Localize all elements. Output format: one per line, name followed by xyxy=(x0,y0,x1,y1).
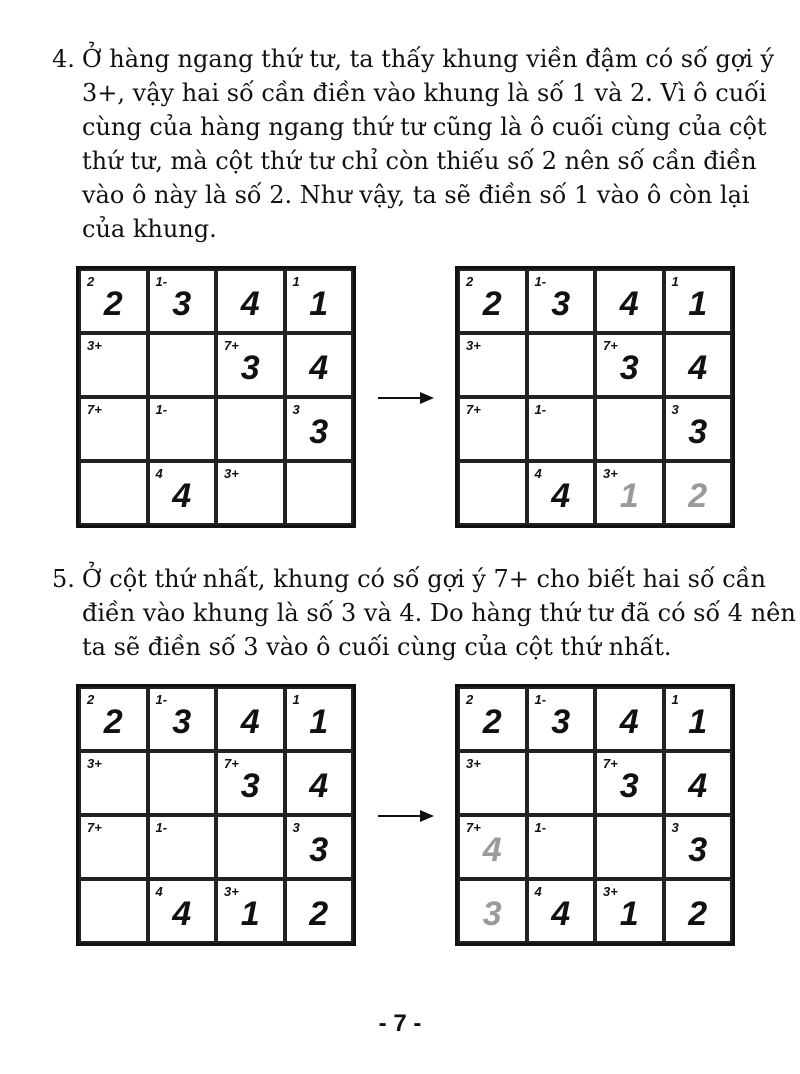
cell-value: 3 xyxy=(551,703,571,741)
cell-value: 2 xyxy=(103,703,123,741)
cage-clue: 4 xyxy=(534,884,542,899)
grid-cell xyxy=(595,397,664,461)
cell-value: 3 xyxy=(688,831,708,869)
grid-cell xyxy=(79,461,148,525)
grid-cell xyxy=(285,751,354,815)
cell-value: 4 xyxy=(551,477,571,515)
grid-cell xyxy=(285,879,354,943)
grid-cell xyxy=(148,269,217,333)
grid-cell xyxy=(216,333,285,397)
grid-cell xyxy=(216,815,285,879)
cell-value: 1 xyxy=(240,895,260,933)
step-4-line: thứ tư, mà cột thứ tư chỉ còn thiếu số 2 nên số cần điền xyxy=(82,147,757,175)
grid-cell xyxy=(79,397,148,461)
cell-value: 2 xyxy=(482,703,502,741)
cell-value: 3 xyxy=(619,349,639,387)
cage-clue: 1 xyxy=(671,274,679,289)
step-4-number: 4. xyxy=(52,45,75,73)
cage-clue: 3 xyxy=(292,820,300,835)
cage-clue: 2 xyxy=(466,692,474,707)
grid-cell xyxy=(595,461,664,525)
grid-cell xyxy=(216,687,285,751)
cage-clue: 3+ xyxy=(603,466,618,481)
grid-cell xyxy=(595,687,664,751)
cage-clue: 1 xyxy=(292,274,300,289)
cage-clue: 3+ xyxy=(87,756,102,771)
new-cell-value: 4 xyxy=(482,831,502,869)
cage-clue: 1- xyxy=(155,402,168,417)
cage-clue: 4 xyxy=(155,884,163,899)
step-5-line: điền vào khung là số 3 và 4. Do hàng thứ tư đã có số 4 nên xyxy=(82,599,796,627)
grid-cell xyxy=(216,269,285,333)
cell-value: 3 xyxy=(240,767,260,805)
grid-cell xyxy=(664,751,733,815)
grid-cell xyxy=(527,461,596,525)
grid-cell xyxy=(595,269,664,333)
grid-cell xyxy=(216,879,285,943)
cage-clue: 4 xyxy=(155,466,163,481)
cage-clue: 1- xyxy=(534,402,547,417)
cell-value: 4 xyxy=(619,285,639,323)
grid-cell xyxy=(79,879,148,943)
step-5-number: 5. xyxy=(52,565,75,593)
grid-cell xyxy=(595,333,664,397)
grid-cell xyxy=(148,687,217,751)
grid-cell xyxy=(148,815,217,879)
kenken-grid-step4-before xyxy=(76,266,356,528)
cell-value: 3 xyxy=(688,413,708,451)
grid-cell xyxy=(148,461,217,525)
grid-cell xyxy=(285,461,354,525)
grid-cell xyxy=(285,397,354,461)
kenken-grid-step5-before xyxy=(76,684,356,946)
cell-value: 2 xyxy=(309,895,329,933)
grid-cell xyxy=(595,879,664,943)
cell-value: 3 xyxy=(551,285,571,323)
grid-cell xyxy=(595,815,664,879)
new-cell-value: 3 xyxy=(482,895,502,933)
grid-cell xyxy=(527,815,596,879)
kenken-grid-step4-after xyxy=(455,266,735,528)
cage-clue: 1- xyxy=(534,274,547,289)
cell-value: 3 xyxy=(309,831,329,869)
cage-clue: 7+ xyxy=(224,338,239,353)
new-cell-value: 2 xyxy=(688,477,708,515)
cell-value: 4 xyxy=(619,703,639,741)
grid-cell xyxy=(148,751,217,815)
grid-cell xyxy=(285,687,354,751)
cell-value: 4 xyxy=(688,767,708,805)
grid-cell xyxy=(458,751,527,815)
cage-clue: 7+ xyxy=(466,820,481,835)
grid-cell xyxy=(148,333,217,397)
grid-cell xyxy=(664,815,733,879)
cage-clue: 2 xyxy=(87,692,95,707)
cell-value: 3 xyxy=(172,285,192,323)
step-4-line: Ở hàng ngang thứ tư, ta thấy khung viền đậm có số gợi ý xyxy=(82,45,775,73)
grid-cell xyxy=(664,269,733,333)
grid-cell xyxy=(285,815,354,879)
grid-cell xyxy=(664,879,733,943)
grid-cell xyxy=(148,879,217,943)
cage-clue: 3+ xyxy=(466,756,481,771)
cage-clue: 1- xyxy=(534,692,547,707)
cage-clue: 7+ xyxy=(87,402,102,417)
grid-cell xyxy=(458,815,527,879)
right-arrow-icon xyxy=(378,391,434,405)
cage-clue: 3+ xyxy=(224,466,239,481)
grid-cell xyxy=(458,269,527,333)
cage-clue: 1- xyxy=(155,692,168,707)
cell-value: 3 xyxy=(309,413,329,451)
cell-value: 2 xyxy=(688,895,708,933)
cell-value: 1 xyxy=(309,703,329,741)
cage-clue: 1- xyxy=(534,820,547,835)
grid-cell xyxy=(458,687,527,751)
step-4-line: vào ô này là số 2. Như vậy, ta sẽ điền số 1 vào ô còn lại xyxy=(82,181,750,209)
cage-clue: 3 xyxy=(671,820,679,835)
grid-cell xyxy=(79,333,148,397)
step-4-line: của khung. xyxy=(82,215,217,243)
cage-clue: 1 xyxy=(671,692,679,707)
step-4-line: cùng của hàng ngang thứ tư cũng là ô cuối cùng của cột xyxy=(82,113,767,141)
cage-clue: 1 xyxy=(292,692,300,707)
grid-cell xyxy=(458,397,527,461)
page-number: - 7 - xyxy=(378,1010,422,1037)
grid-cell xyxy=(79,815,148,879)
cage-clue: 3+ xyxy=(466,338,481,353)
cage-clue: 3+ xyxy=(224,884,239,899)
cage-clue: 1- xyxy=(155,820,168,835)
cell-value: 4 xyxy=(172,477,192,515)
grid-cell xyxy=(527,751,596,815)
grid-cell xyxy=(216,461,285,525)
cell-value: 2 xyxy=(103,285,123,323)
kenken-grid-step5-after xyxy=(455,684,735,946)
step-4-line: 3+, vậy hai số cần điền vào khung là số 1 và 2. Vì ô cuối xyxy=(82,79,767,107)
cell-value: 4 xyxy=(240,703,260,741)
grid-cell xyxy=(527,397,596,461)
cell-value: 3 xyxy=(172,703,192,741)
grid-cell xyxy=(79,687,148,751)
grid-cell xyxy=(527,879,596,943)
new-cell-value: 1 xyxy=(619,477,639,515)
cell-value: 4 xyxy=(688,349,708,387)
cage-clue: 3+ xyxy=(603,884,618,899)
cage-clue: 4 xyxy=(534,466,542,481)
grid-cell xyxy=(527,269,596,333)
cage-clue: 2 xyxy=(466,274,474,289)
cage-clue: 1- xyxy=(155,274,168,289)
grid-cell xyxy=(285,269,354,333)
cell-value: 4 xyxy=(240,285,260,323)
cage-clue: 3 xyxy=(671,402,679,417)
grid-cell xyxy=(527,687,596,751)
right-arrow-icon xyxy=(378,809,434,823)
grid-cell xyxy=(527,333,596,397)
grid-cell xyxy=(458,461,527,525)
cage-clue: 7+ xyxy=(87,820,102,835)
cell-value: 1 xyxy=(309,285,329,323)
cell-value: 1 xyxy=(688,285,708,323)
grid-cell xyxy=(664,333,733,397)
grid-cell xyxy=(216,751,285,815)
grid-cell xyxy=(458,879,527,943)
cell-value: 3 xyxy=(240,349,260,387)
cage-clue: 3 xyxy=(292,402,300,417)
cage-clue: 7+ xyxy=(603,338,618,353)
grid-cell xyxy=(595,751,664,815)
step-5-line: Ở cột thứ nhất, khung có số gợi ý 7+ cho biết hai số cần xyxy=(82,565,766,593)
cell-value: 4 xyxy=(309,349,329,387)
cell-value: 1 xyxy=(688,703,708,741)
grid-cell xyxy=(216,397,285,461)
grid-cell xyxy=(664,687,733,751)
cage-clue: 7+ xyxy=(603,756,618,771)
grid-cell xyxy=(285,333,354,397)
grid-cell xyxy=(148,397,217,461)
step-5-paragraph xyxy=(52,562,796,664)
grid-cell xyxy=(664,397,733,461)
cage-clue: 7+ xyxy=(224,756,239,771)
cell-value: 4 xyxy=(551,895,571,933)
cell-value: 4 xyxy=(309,767,329,805)
cell-value: 2 xyxy=(482,285,502,323)
cage-clue: 7+ xyxy=(466,402,481,417)
cell-value: 3 xyxy=(619,767,639,805)
cage-clue: 3+ xyxy=(87,338,102,353)
cage-clue: 2 xyxy=(87,274,95,289)
cell-value: 1 xyxy=(619,895,639,933)
grid-cell xyxy=(458,333,527,397)
grid-cell xyxy=(79,751,148,815)
step-4-paragraph xyxy=(52,42,775,246)
step-5-line: ta sẽ điền số 3 vào ô cuối cùng của cột thứ nhất. xyxy=(82,633,672,661)
cell-value: 4 xyxy=(172,895,192,933)
grid-cell xyxy=(664,461,733,525)
grid-cell xyxy=(79,269,148,333)
